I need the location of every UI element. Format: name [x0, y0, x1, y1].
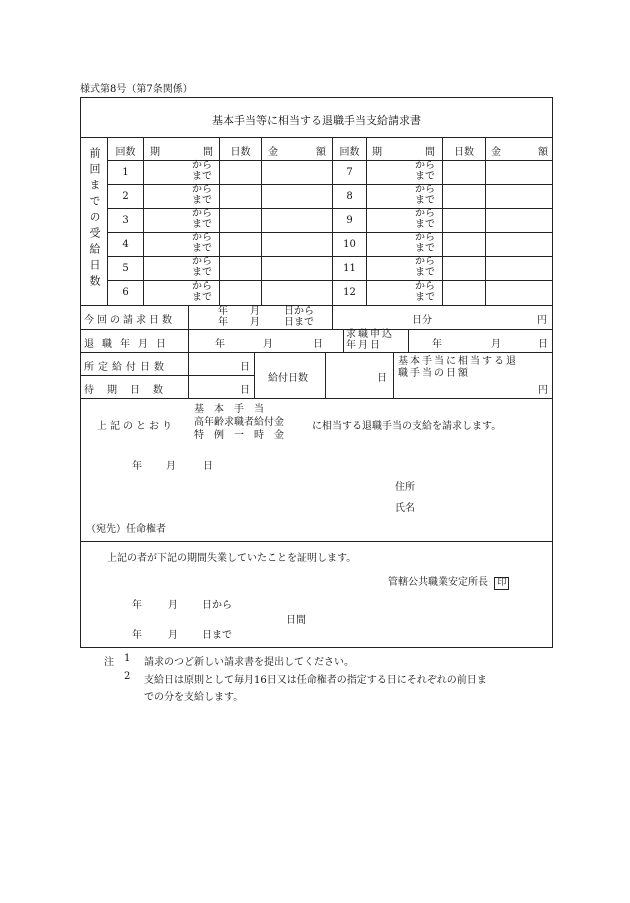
note-text: 支給日は原則として毎月16日又は任命権者の指定する日にそれぞれの前日ま [144, 675, 487, 686]
benefit-days-label: 給付日数 [268, 373, 308, 384]
divider [188, 352, 189, 398]
divider [80, 398, 553, 399]
row-number: 5 [122, 263, 129, 274]
divider [80, 137, 553, 138]
divider [107, 160, 553, 161]
divider [408, 329, 409, 352]
row-number: 4 [122, 239, 129, 250]
history-side-label: 前回までの受給日数 [88, 147, 101, 291]
header-period-a: 期 [150, 147, 160, 158]
cert-from-day: 日から [202, 600, 232, 611]
request-date-year: 年 [132, 461, 142, 472]
waiting-days-label: 待期日数 [84, 385, 176, 396]
divider [107, 232, 553, 233]
row-number: 8 [346, 191, 353, 202]
row-number: 10 [343, 239, 356, 250]
current-claim-label: 今回の請求日数 [84, 315, 175, 326]
divider [107, 208, 553, 209]
period-range: から まで [415, 208, 435, 230]
note-number: 1 [124, 653, 131, 664]
recipient-label: （宛先）任命権者 [86, 524, 166, 535]
retirement-year: 年 [215, 339, 225, 350]
job-app-month: 月 [491, 339, 501, 350]
cert-from-year: 年 [132, 600, 142, 611]
period-range: から まで [415, 184, 435, 206]
row-number: 6 [122, 287, 129, 298]
period-range: から まで [192, 160, 212, 182]
name-label: 氏名 [395, 503, 415, 514]
request-prefix: 上記のとおり [97, 421, 175, 432]
benefit-days-unit: 日 [377, 373, 387, 384]
daily-amount-label: 基本手当に相当する退 職手当の日額 [398, 356, 518, 379]
divider [188, 329, 189, 352]
period-range: から まで [192, 208, 212, 230]
divider [107, 184, 553, 185]
form-label: 様式第8号（第7条関係） [80, 84, 193, 95]
cert-to-day: 日まで [202, 630, 232, 641]
divider [442, 137, 443, 305]
row-number: 11 [343, 263, 356, 274]
divider [80, 541, 553, 542]
period-range: から まで [415, 256, 435, 278]
row-number: 2 [122, 191, 129, 202]
divider [261, 137, 262, 305]
row-number: 3 [122, 215, 129, 226]
header-days: 日数 [454, 147, 474, 158]
divider [485, 137, 486, 305]
cert-duration: 日間 [286, 615, 306, 626]
note-number: 2 [124, 671, 131, 682]
form-title: 基本手当等に相当する退職手当支給請求書 [212, 114, 421, 127]
request-suffix: に相当する退職手当の支給を請求します。 [312, 421, 502, 432]
divider [107, 256, 553, 257]
divider [80, 329, 553, 330]
job-app-year: 年 [432, 339, 442, 350]
header-count: 回数 [339, 147, 360, 158]
divider [332, 305, 333, 329]
divider [254, 352, 255, 398]
cert-from-month: 月 [168, 600, 178, 611]
job-application-label: 求職申込 年月日 [346, 329, 394, 351]
current-claim-dates: 年 月 日から 年 月 日まで [218, 306, 314, 328]
header-amount-b: 額 [316, 147, 326, 158]
header-period-b: 間 [203, 147, 213, 158]
divider [188, 305, 189, 329]
divider [80, 305, 553, 306]
divider [366, 137, 367, 305]
divider [325, 352, 326, 398]
divider [393, 352, 394, 398]
period-range: から まで [415, 232, 435, 254]
note-text-continued: での分を支給します。 [144, 692, 244, 703]
notes-label: 注 [104, 657, 114, 668]
divider [80, 375, 254, 376]
period-range: から まで [415, 281, 435, 303]
certification-text: 上記の者が下記の期間失業していたことを証明します。 [107, 553, 357, 564]
divider [343, 329, 344, 352]
prescribed-days-unit: 日 [240, 362, 250, 373]
period-range: から まで [192, 256, 212, 278]
header-period-a: 期 [372, 147, 382, 158]
waiting-days-unit: 日 [240, 385, 250, 396]
daily-amount-yen: 円 [538, 385, 548, 396]
cert-to-month: 月 [168, 630, 178, 641]
divider [219, 137, 220, 305]
period-range: から まで [192, 184, 212, 206]
header-amount-a: 金 [268, 147, 278, 158]
retirement-day: 日 [313, 339, 323, 350]
retirement-label: 退職年月日 [84, 339, 174, 350]
header-amount-a: 金 [491, 147, 501, 158]
seal-mark: 印 [494, 577, 509, 590]
header-period-b: 間 [425, 147, 435, 158]
job-app-day: 日 [538, 339, 548, 350]
header-count: 回数 [115, 147, 136, 158]
header-amount-b: 額 [538, 147, 548, 158]
divider [143, 137, 144, 305]
prescribed-days-label: 所定給付日数 [84, 362, 168, 373]
row-number: 7 [346, 167, 353, 178]
note-text: 請求のつど新しい請求書を提出してください。 [144, 657, 354, 668]
cert-to-year: 年 [132, 630, 142, 641]
divider [107, 280, 553, 281]
row-number: 1 [122, 167, 129, 178]
current-claim-yen: 円 [537, 315, 547, 326]
header-days: 日数 [230, 147, 251, 158]
period-range: から まで [415, 160, 435, 182]
period-range: から まで [192, 232, 212, 254]
request-options: 基 本 手 当 高年齢求職者給付金 特 例 一 時 金 [194, 404, 284, 441]
address-label: 住所 [395, 482, 415, 493]
row-number: 12 [343, 287, 356, 298]
divider [80, 352, 553, 353]
period-range: から まで [192, 281, 212, 303]
current-claim-days: 日分 [412, 315, 432, 326]
row-number: 9 [346, 215, 353, 226]
request-date-day: 日 [203, 461, 213, 472]
retirement-month: 月 [263, 339, 273, 350]
request-date-month: 月 [166, 461, 176, 472]
office-head: 管轄公共職業安定所長 印 [388, 573, 509, 590]
